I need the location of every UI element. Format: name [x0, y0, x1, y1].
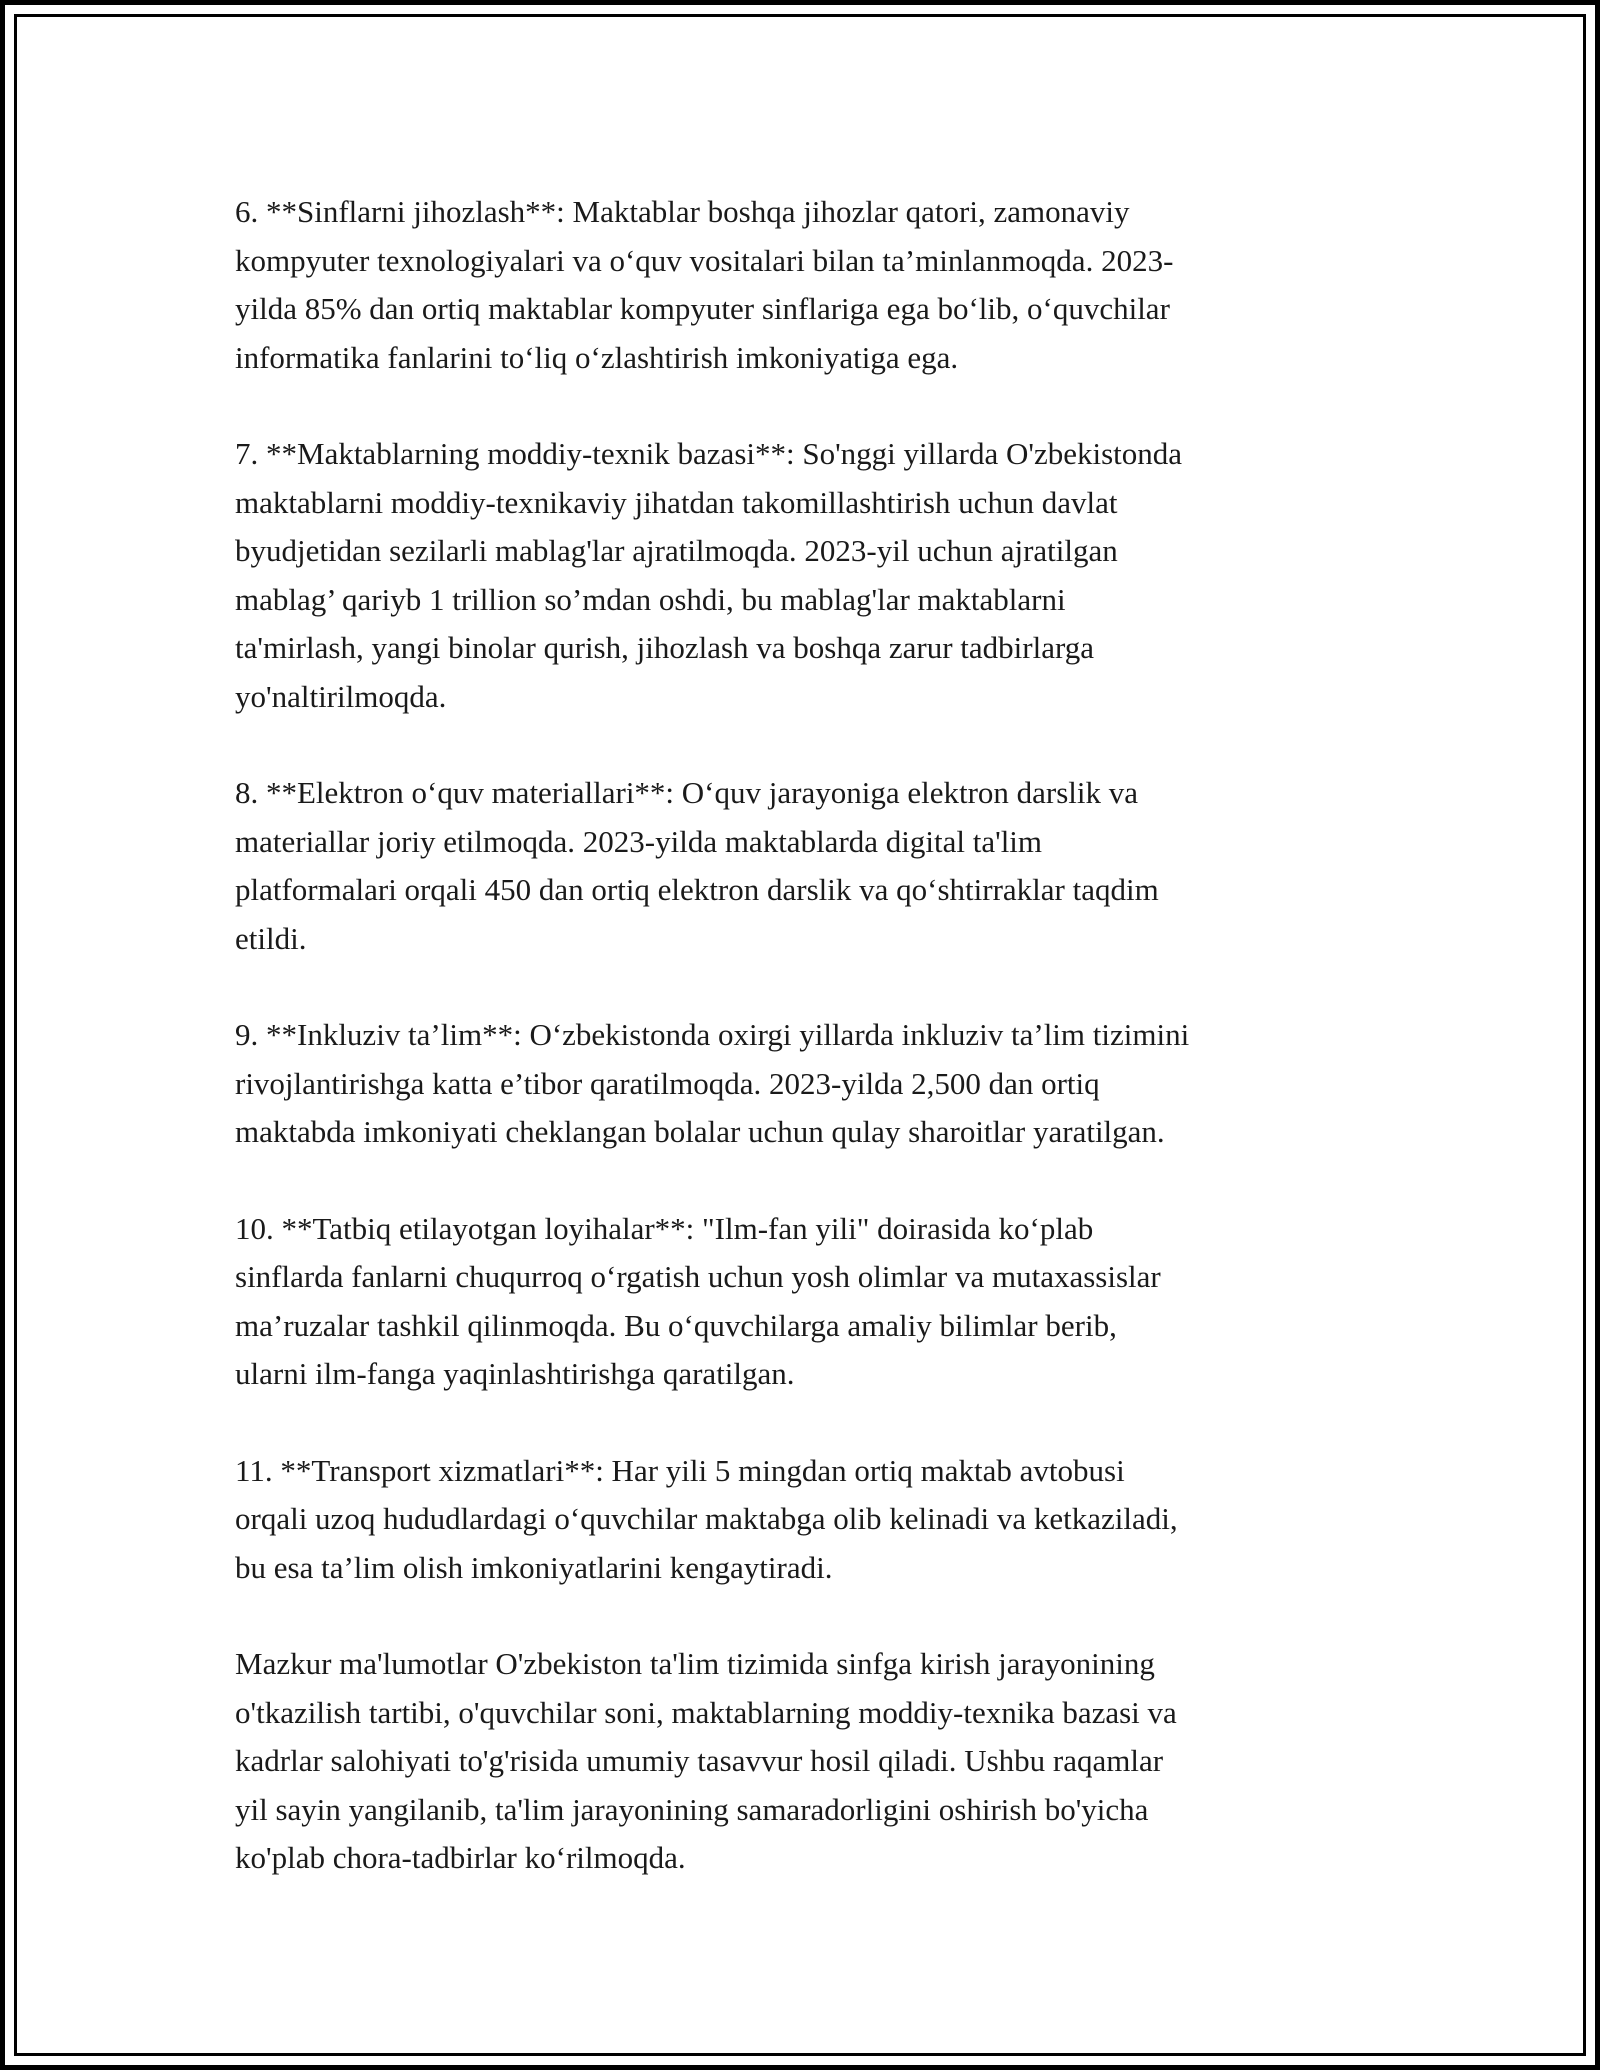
paragraph-loyihalar: 10. **Tatbiq etilayotgan loyihalar**: "Ilm-fan yili" doirasida ko‘plab sinflarda fanlarni chuqurroq o‘rgatish uchun yosh olimlar va mutaxassislar ma’ruzalar tashkil qilinmoqda. Bu o‘quvchilarga amaliy bilimlar berib, ularni ilm-fanga yaqinlashtirishga qaratilgan.: [235, 1210, 1161, 1391]
document-body: [235, 188, 1370, 1883]
paragraph-transport: 11. **Transport xizmatlari**: Har yili 5 mingdan ortiq maktab avtobusi orqali uzoq hududlardagi o‘quvchilar maktabga olib kelinadi va ketkaziladi, bu esa ta’lim olish imkoniyatlarini kengaytiradi.: [235, 1452, 1178, 1585]
paragraph-inkluziv-talim: 9. **Inkluziv ta’lim**: O‘zbekistonda oxirgi yillarda inkluziv ta’lim tizimini rivojlantirishga katta e’tibor qaratilmoqda. 2023-yilda 2,500 dan ortiq maktabda imkoniyati cheklangan bolalar uchun qulay sharoitlar yaratilgan.: [235, 1017, 1190, 1149]
paragraph-elektron-materiallar: 8. **Elektron o‘quv materiallari**: O‘quv jarayoniga elektron darslik va materiallar joriy etilmoqda. 2023-yilda maktablarda digital ta'lim platformalari orqali 450 dan ortiq elektron darslik va qo‘shtirraklar taqdim etildi.: [235, 775, 1159, 956]
paragraph-moddiy-texnik-baza: 7. **Maktablarning moddiy-texnik bazasi**: So'nggi yillarda O'zbekistonda maktablarni moddiy-texnikaviy jihatdan takomillashtirish uchun davlat byudjetidan sezilarli mablag'lar ajratilmoqda. 2023-yil uchun ajratilgan mablag’ qariyb 1 trillion so’mdan oshdi, bu mablag'lar maktablarni ta'mirlash, yangi binolar qurish, jihozlash va boshqa zarur tadbirlarga yo'naltirilmoqda.: [235, 436, 1183, 714]
paragraph-sinflarni-jihozlash: 6. **Sinflarni jihozlash**: Maktablar boshqa jihozlar qatori, zamonaviy kompyuter texnologiyalari va o‘quv vositalari bilan ta’minlanmoqda. 2023- yilda 85% dan ortiq maktablar kompyuter sinflariga ega bo‘lib, o‘quvchilar informatika fanlarini to‘liq o‘zlashtirish imkoniyatiga ega.: [235, 194, 1174, 375]
paragraph-conclusion: Mazkur ma'lumotlar O'zbekiston ta'lim tizimida sinfga kirish jarayonining o'tkazilish tartibi, o'quvchilar soni, maktablarning moddiy-texnika bazasi va kadrlar salohiyati to'g'risida umumiy tasavvur hosil qiladi. Ushbu raqamlar yil sayin yangilanib, ta'lim jarayonining samaradorligini oshirish bo'yicha ko'plab chora-tadbirlar ko‘rilmoqda.: [235, 1646, 1177, 1875]
